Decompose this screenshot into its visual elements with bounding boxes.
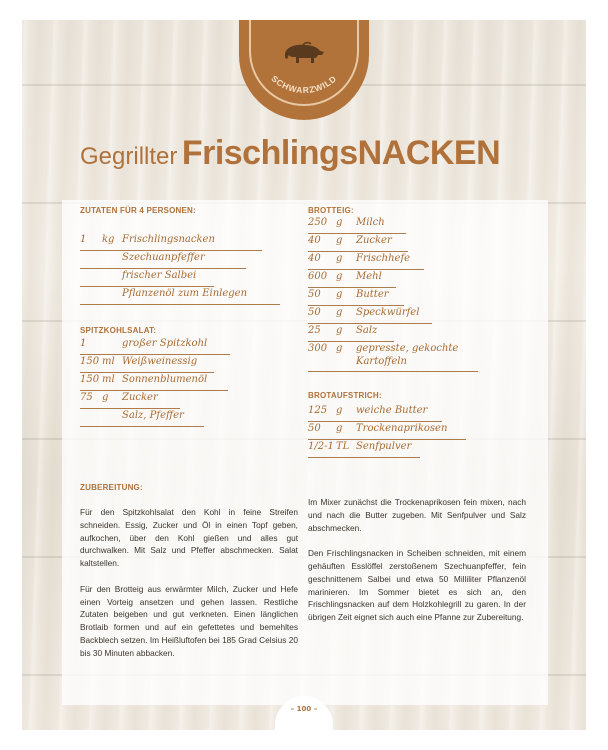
underline bbox=[308, 457, 420, 459]
recipe-title bbox=[80, 134, 500, 173]
ingredient-row: 125 g weiche Butter bbox=[308, 404, 508, 422]
underline bbox=[80, 304, 280, 306]
method-paragraph: Für den Spitzkohlsalat den Kohl in feine Streifen schneiden. Essig, Zucker und Öl in einen Topf geben, aufkochen, über den Kohl gießen und alles gut durchwalken. Mit Salz und Pfeffer abschmecken. Salat kaltstellen. bbox=[80, 507, 298, 569]
section-label-spitzkohl: SPITZKOHLSALAT: bbox=[80, 326, 157, 335]
title-prefix: Gegrillter bbox=[80, 143, 178, 170]
svg-text:SCHWARZWILD: SCHWARZWILD bbox=[269, 73, 339, 94]
ingredient-row: 40 g Zucker bbox=[308, 234, 508, 252]
ingredient-row: 25 g Salz bbox=[308, 324, 508, 342]
ingredient-row: 1 kg Frischlingsnacken bbox=[80, 233, 280, 251]
ingredient-row: 150 ml Weißweinessig bbox=[80, 355, 280, 373]
method-paragraph: Im Mixer zunächst die Trockenaprikosen fein mixen, nach und nach die Butter zugeben. Mit Senfpulver und Salz abschmecken. bbox=[308, 497, 526, 533]
underline bbox=[308, 371, 478, 373]
ingredient-row: Salz, Pfeffer bbox=[80, 409, 280, 427]
underline bbox=[80, 426, 204, 428]
ingredient-row: 250 g Milch bbox=[308, 216, 508, 234]
title-main: FrischlingsNACKEN bbox=[181, 134, 501, 172]
method-column-right bbox=[308, 496, 526, 637]
method-paragraph: Für den Brotteig aus erwärmter Milch, Zucker und Hefe einen Vorteig ansetzen und gehen lassen. Restliche Zutaten beigeben und gut verkneten. Einen länglichen Brotlaib formen und auf ein gefettetes und bemehltes Backblech setzen. Im Heißluftofen bei 185 Grad Celsius 20 bis 30 Minuten abbacken. bbox=[80, 583, 298, 658]
ingredient-row: Szechuanpfeffer bbox=[80, 251, 280, 269]
category-badge bbox=[239, 20, 369, 120]
section-label-zutaten: ZUTATEN FÜR 4 PERSONEN: bbox=[80, 206, 196, 215]
ingredient-row: 1 großer Spitzkohl bbox=[80, 337, 280, 355]
ingredient-row: 300 g gepresste, gekochte Kartoffeln bbox=[308, 342, 508, 372]
ingredient-row: 600 g Mehl bbox=[308, 270, 508, 288]
ingredient-row: 50 g Trockenaprikosen bbox=[308, 422, 508, 440]
section-label-brotaufstrich: BROTAUFSTRICH: bbox=[308, 391, 382, 400]
ingredient-row: Pflanzenöl zum Einlegen bbox=[80, 287, 290, 305]
wood-background bbox=[22, 20, 586, 730]
badge-label bbox=[247, 34, 361, 94]
page-number: – 100 – bbox=[275, 696, 333, 730]
ingredient-row: frischer Salbei bbox=[80, 269, 280, 287]
section-label-zubereitung: ZUBEREITUNG: bbox=[80, 483, 143, 492]
ingredient-row: 150 ml Sonnenblumenöl bbox=[80, 373, 280, 391]
method-column-left bbox=[80, 506, 298, 672]
method-paragraph: Den Frischlingsnacken in Scheiben schneiden, mit einem gehäuften Esslöffel zerstoßenem Szechuanpfeffer, fein geschnittenem Salbei und etwa 50 Milliliter Pflanzenöl marinieren. Im Sommer bietet es sich an, den Frischlingsnacken auf dem Holzkohlegrill zu garen. In der übrigen Zeit eignet sich auch eine Pfanne zur Zubereitung. bbox=[308, 548, 526, 623]
ingredient-row: 40 g Frischhefe bbox=[308, 252, 508, 270]
ingredient-row: 1/2-1 TL Senfpulver bbox=[308, 440, 508, 458]
ingredient-row: 50 g Speckwürfel bbox=[308, 306, 508, 324]
section-label-brotteig: BROTTEIG: bbox=[308, 206, 354, 215]
ingredient-row: 75 g Zucker bbox=[80, 391, 280, 409]
ingredient-row: 50 g Butter bbox=[308, 288, 508, 306]
